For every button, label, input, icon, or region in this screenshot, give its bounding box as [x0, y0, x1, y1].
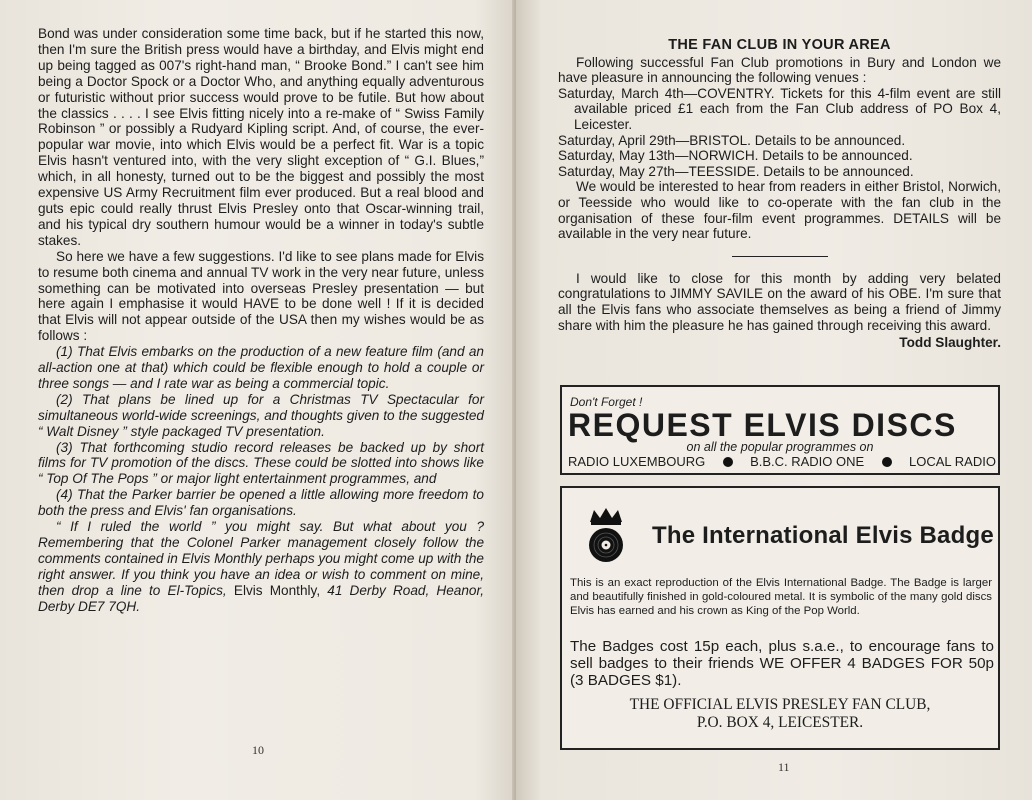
wish-item: (1) That Elvis embarks on the production of a new feature film (and an all-action one at that) which could be flexible enough to hold a couple or three songs — and I rate war as being a commercial topic.: [38, 344, 484, 391]
fan-club-column: [558, 38, 1001, 351]
fan-club-address: [562, 696, 998, 732]
crown-disc-badge-icon: [584, 506, 628, 564]
venue-item: Saturday, May 27th—TEESSIDE. Details to be announced.: [558, 163, 914, 179]
bullet-icon: [723, 457, 733, 467]
magazine-address: 41 Derby Road, Heanor, Derby DE7 7QH.: [38, 582, 485, 614]
ad-headline: REQUEST ELVIS DISCS: [568, 407, 957, 443]
club-name: THE OFFICIAL ELVIS PRESLEY FAN CLUB,: [629, 696, 931, 713]
closing-text: “ If I ruled the world ” you might say. But what about you ? Remembering that the Colonel Parker management closely follow the comments contained in Elvis Monthly perhaps you might come up with the right answer. If you think you have an idea or wish to comment on mine, then drop a line to El-Topics,: [38, 519, 484, 598]
venue-item: Saturday, April 29th—BRISTOL. Details to be announced.: [558, 132, 906, 148]
bullet-icon: [882, 457, 892, 467]
article-body: [38, 26, 484, 615]
badge-price: The Badges cost 15p each, plus s.a.e., to encourage fans to sell badges to their friends WE OFFER 4 BADGES FOR 50p (3 BADGES $1).: [570, 638, 994, 689]
badge-description: This is an exact reproduction of the Elvis International Badge. The Badge is larger and beautifully finished in gold-coloured metal. It is symbolic of the many gold discs Elvis has earned and his crown as King of the Pop World.: [570, 577, 992, 617]
ad-subline: on all the popular programmes on: [686, 440, 874, 454]
station-bbc: B.B.C. RADIO ONE: [750, 454, 865, 469]
station-local: LOCAL RADIO: [909, 454, 996, 469]
closing-paragraph: [38, 519, 484, 614]
article-paragraph: So here we have a few suggestions. I'd like to see plans made for Elvis to resume both cinema and annual TV work in the very near future, unless something can be motivated into overseas Presley presentation — but here again I emphasise it would HAVE to be done well ! If it is decided that Elvis will not appear outside of the USA then my wishes would be as follows :: [38, 248, 484, 344]
station-luxembourg: RADIO LUXEMBOURG: [568, 454, 706, 469]
article-paragraph: Bond was under consideration some time back, but if he started this now, then I'm sure the British press would have a birthday, and Elvis might end up being tagged as 007's right-hand man, “ Brooke Bond.” I can't see him being a Doctor Spock or a Doctor Who, and anything equally adventurous or futuristic without prior success would prove to be futile. But how about the classics . . . . I see Elvis fitting nicely into a re-make of “ Swiss Family Robinson ” or possibly a Rudyard Kipling script. And, of course, the ever-popular war movie, into which Elvis would be a perfect fit. War is a topic Elvis hasn't ventured into, with the very slight exception of “ G.I. Blues,” which, in all honesty, turned out to be the biggest and possibly the most expensive US Army Recruitment film ever produced. But a real blood and guts epic could really thrust Elvis Presley onto that Oscar-winning trail, and his typical dry southern humour would be a winner in today's subtle stakes.: [38, 26, 484, 248]
badge-ad-title: The International Elvis Badge: [652, 522, 994, 549]
ad-kicker: Don't Forget !: [570, 395, 643, 409]
author-signature: Todd Slaughter.: [899, 335, 1001, 351]
elvis-badge-ad: [560, 486, 1000, 750]
section-divider: [732, 256, 828, 257]
wish-item: (2) That plans be lined up for a Christmas TV Spectacular for simultaneous world-wide screenings, and thoughts given to the suggested “ Walt Disney ” style packaged TV presentation.: [38, 391, 484, 439]
venue-item: Saturday, March 4th—COVENTRY. Tickets for this 4-film event are still available priced £1 each from the Fan Club address of PO Box 4, Leicester.: [558, 85, 1001, 132]
wish-item: (4) That the Parker barrier be opened a little allowing more freedom to both the press and Elvis' fan organisations.: [38, 487, 484, 519]
section-heading: THE FAN CLUB IN YOUR AREA: [668, 37, 891, 53]
wish-item: (3) That forthcoming studio record releases be backed up by short films for TV promotion of the discs. These could be slotted into shows like “ Top Of The Pops ” or major light entertainment programmes, and: [38, 439, 484, 487]
radio-stations: [568, 454, 996, 469]
closing-paragraph: I would like to close for this month by adding very belated congratulations to JIMMY SAVILE on the award of his OBE. I'm sure that all the Elvis fans who associate themselves as being a friend of Jimmy share with him the pleasure he has gained through receiving this award.: [558, 270, 1001, 333]
venue-item: Saturday, May 13th—NORWICH. Details to be announced.: [558, 148, 913, 164]
interest-paragraph: We would be interested to hear from readers in either Bristol, Norwich, or Teesside who would like to co-operate with the fan club in the organisation of these four-film event programmes. DETAILS will be available in the very near future.: [558, 179, 1001, 242]
request-discs-ad: [560, 385, 1000, 475]
intro-paragraph: Following successful Fan Club promotions in Bury and London we have pleasure in announcing the following venues :: [558, 54, 1001, 86]
page-number-left: 10: [252, 743, 264, 757]
club-box: P.O. BOX 4, LEICESTER.: [696, 714, 864, 731]
magazine-name: Elvis Monthly,: [233, 582, 321, 598]
page-number-right: 11: [778, 760, 790, 774]
